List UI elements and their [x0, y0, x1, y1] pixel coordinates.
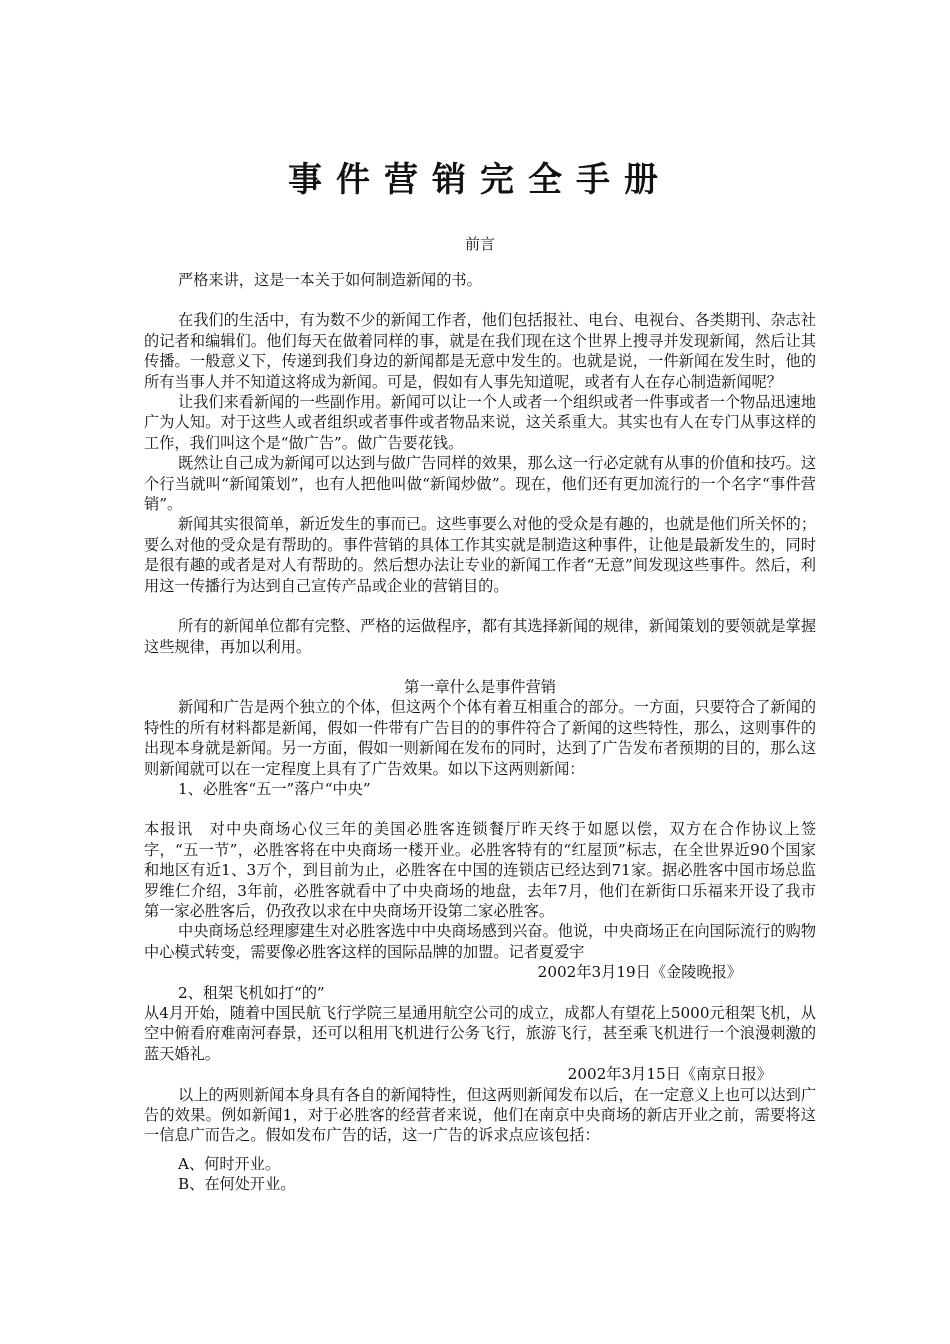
document-title: 事件营销完全手册 — [288, 160, 672, 200]
spacer — [144, 290, 816, 310]
news-1-body: 本报讯 对中央商场心仪三年的美国必胜客连锁餐厅昨天终于如愿以偿，双方在合作协议上签字，“五一节”，必胜客将在中央商场一楼开业。必胜客特有的“红屋顶”标志，在全世界近90个国家和地区有近1、3万个，到目前为止，必胜客在中国的连锁店已经达到71家。据必胜客中国市场总监罗维仁介绍，3年前，必胜客就看中了中央商场的地盘，去年7月，他们在新街口乐福来开设了我市第一家必胜客后，仍孜孜以求在中央商场开设第二家必胜客。 — [144, 820, 816, 920]
chapter-heading: 第一章什么是事件营销 — [404, 677, 556, 696]
preface-heading: 前言 — [464, 235, 495, 253]
spacer — [144, 596, 816, 616]
preface-paragraph-1: 在我们的生活中，有为数不少的新闻工作者，他们包括报社、电台、电视台、各类期刊、杂志社的记者和编辑们。他们每天在做着同样的事，就是在我们现在这个世界上搜寻并发现新闻，然后让其传播。一般意义下，传递到我们身边的新闻都是无意中发生的。也就是说，一件新闻在发生时，他的所有当事人并不知道这将成为新闻。可是，假如有人事先知道呢，或者有人在存心制造新闻呢？ — [144, 311, 816, 391]
preface-paragraph-2: 让我们来看新闻的一些副作用。新闻可以让一个人或者一个组织或者一件事或者一个物品迅速地广为人知。对于这些人或者组织或者事件或者物品来说，这关系重大。其实也有人在专门从事这样的工作，我们叫这个是“做广告”。做广告要花钱。 — [144, 393, 816, 452]
chapter-paragraph-1: 新闻和广告是两个独立的个体，但这两个个体有着互相重合的部分。一方面，只要符合了新闻的特性的所有材料都是新闻，假如一件带有广告目的的事件符合了新闻的这些特性，那么，这则事件的出现本身就是新闻。另一方面，假如一则新闻在发布的同时，达到了广告发布者预期的目的，那么这则新闻就可以在一定程度上具有了广告效果。如以下这两则新闻： — [144, 698, 816, 778]
list-item: B、在何处开业。 — [178, 1175, 296, 1194]
news-1-heading: 1、必胜客“五一”落户“中央” — [178, 779, 371, 798]
news-1-body-2: 中央商场总经理廖建生对必胜客选中中央商场感到兴奋。他说，中央商场正在向国际流行的购物中心模式转变，需要像必胜客这样的国际品牌的加盟。记者夏爱宇 — [144, 922, 816, 961]
news-2-body: 从4月开始，随着中国民航飞行学院三星通用航空公司的成立，成都人有望花上5000元租架飞机，从空中俯看府难南河春景，还可以租用飞机进行公务飞行，旅游飞行，甚至乘飞机进行一个浪漫刺激的蓝天婚礼。 — [144, 1004, 816, 1063]
preface-paragraph-4: 新闻其实很简单，新近发生的事而已。这些事要么对他的受众是有趣的，也就是他们所关怀的；要么对他的受众是有帮助的。事件营销的具体工作其实就是制造这种事件，让他是最新发生的，同时是很有趣的或者是对人有帮助的。然后想办法让专业的新闻工作者“无意”间发现这些事件。然后，利用这一传播行为达到自己宣传产品或企业的营销目的。 — [144, 515, 816, 595]
preface-paragraph-5: 所有的新闻单位都有完整、严格的运做程序，都有其选择新闻的规律，新闻策划的要领就是掌握这些规律，再加以利用。 — [144, 617, 816, 656]
spacer — [144, 657, 816, 677]
intro-paragraph: 严格来讲，这是一本关于如何制造新闻的书。 — [178, 271, 482, 289]
chapter-paragraph-2: 以上的两则新闻本身具有各自的新闻特性，但这两则新闻发布以后，在一定意义上也可以达到广告的效果。例如新闻1，对于必胜客的经营者来说，他们在南京中央商场的新店开业之前，需要将这一信息广而告之。假如发布广告的话，这一广告的诉求点应该包括： — [144, 1085, 816, 1145]
list-item: A、何时开业。 — [178, 1154, 281, 1173]
news-2-source: 2002年3月15日《南京日报》 — [567, 1065, 772, 1084]
preface-paragraph-3: 既然让自己成为新闻可以达到与做广告同样的效果，那么这一行必定就有从事的价值和技巧。这个行当就叫“新闻策划”，也有人把他叫做“新闻炒做”。现在，他们还有更加流行的一个名字“事件营销”。 — [144, 454, 816, 514]
spacer — [144, 799, 816, 819]
document-body — [144, 270, 816, 1195]
spacer — [144, 1146, 816, 1154]
news-1-source: 2002年3月19日《金陵晚报》 — [537, 963, 742, 982]
news-2-heading: 2、租架飞机如打“的” — [178, 983, 325, 1002]
